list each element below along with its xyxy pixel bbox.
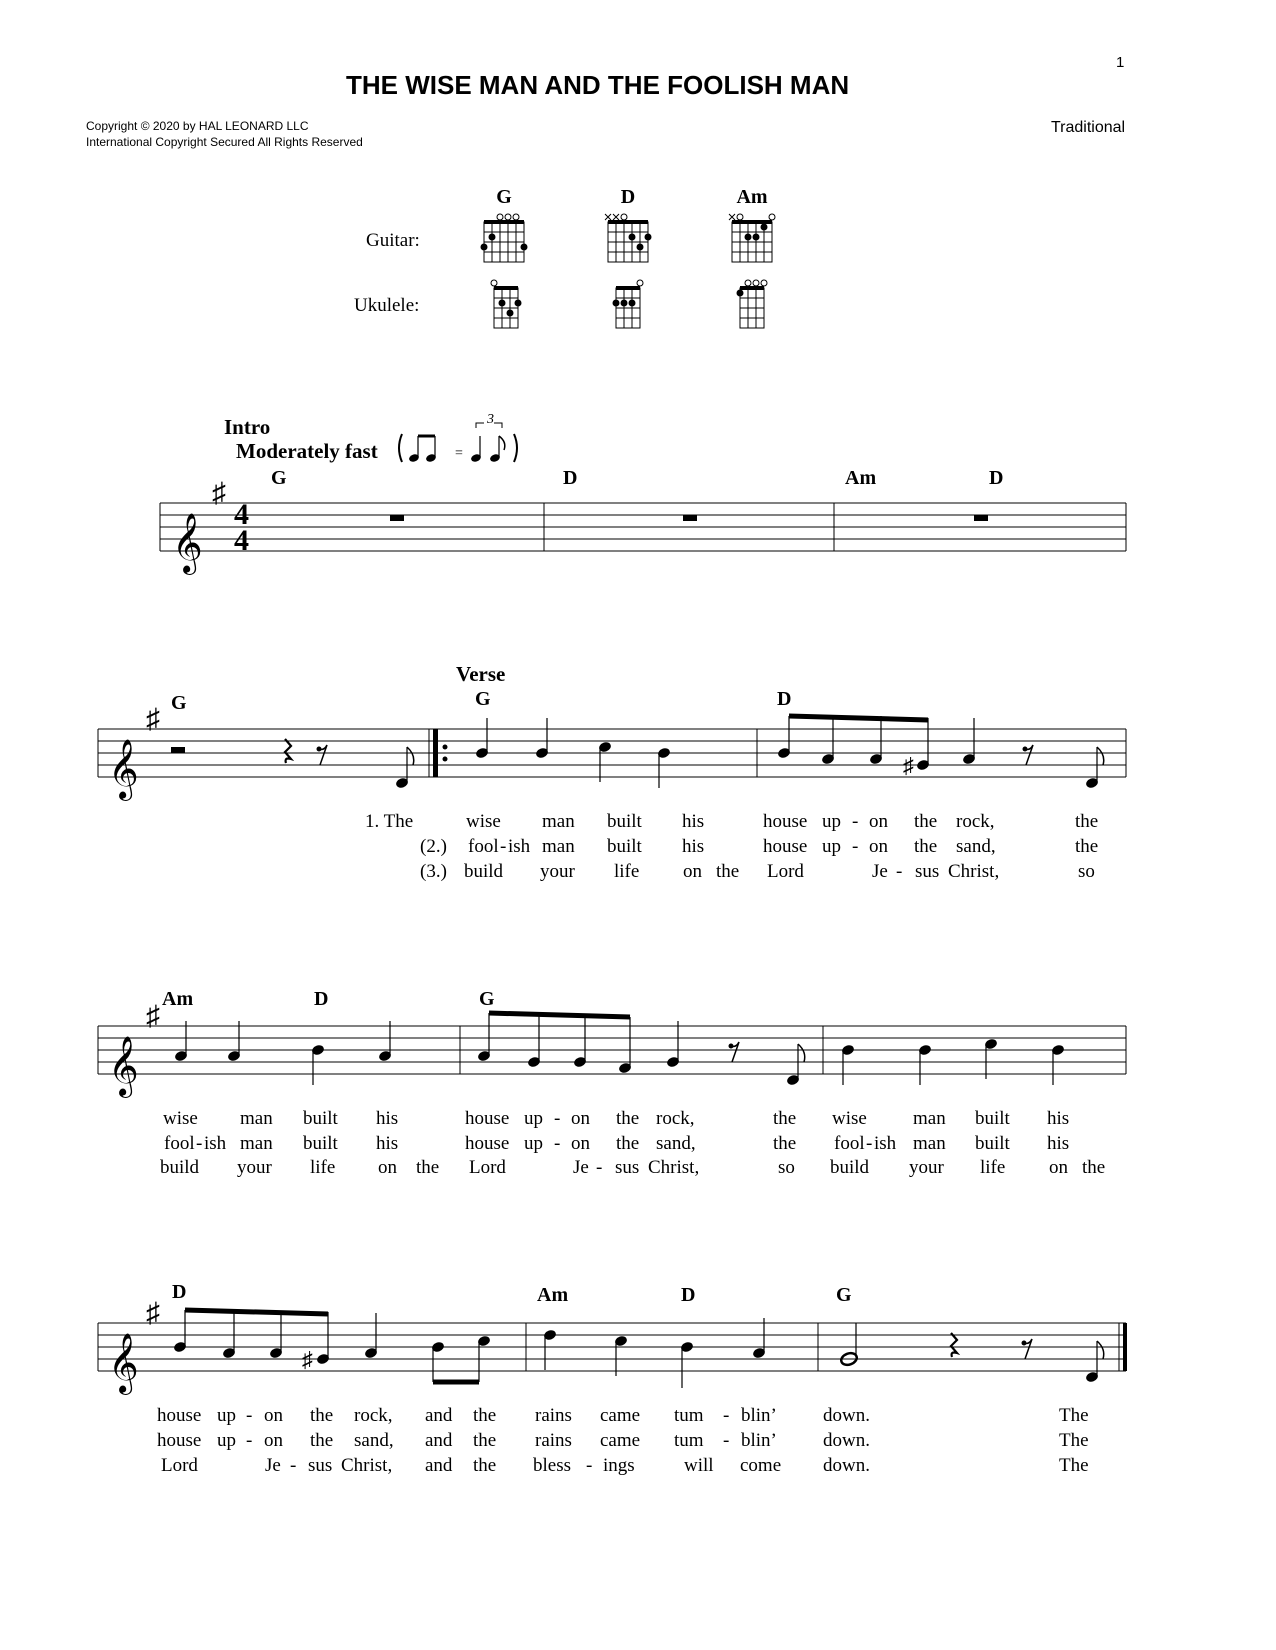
- lyric: Je: [872, 861, 888, 882]
- lyric: man: [542, 836, 575, 857]
- lyric: his: [1047, 1133, 1070, 1154]
- lyric: sand,: [656, 1133, 696, 1154]
- lyric: his: [682, 836, 705, 857]
- lyric: build: [464, 861, 504, 882]
- lyric: man: [240, 1133, 273, 1154]
- lyric: your: [909, 1157, 944, 1178]
- lyric: -: [586, 1455, 593, 1476]
- lyric: sus: [308, 1455, 333, 1476]
- lyric: rains: [535, 1430, 572, 1451]
- time-signature-top: 4: [234, 498, 249, 531]
- lyric: the: [914, 836, 938, 857]
- svg-text:♯: ♯: [302, 1347, 313, 1372]
- lyric: -: [554, 1133, 561, 1154]
- chord-symbol: D: [314, 988, 329, 1010]
- lyric: on: [1049, 1157, 1068, 1178]
- lyric: came: [600, 1430, 641, 1451]
- lyric: man: [542, 811, 575, 832]
- notes: [173, 1310, 1104, 1388]
- chord-name-am: Am: [736, 186, 768, 208]
- lyric: so: [1078, 861, 1095, 882]
- lyric: 1. The: [365, 811, 414, 832]
- lyric: house: [465, 1133, 510, 1154]
- lyric: rock,: [354, 1405, 393, 1426]
- lyric: and: [425, 1430, 453, 1451]
- lyric: his: [376, 1108, 399, 1129]
- treble-clef: 𝄞: [108, 1333, 139, 1393]
- song-title: THE WISE MAN AND THE FOOLISH MAN: [346, 70, 850, 100]
- lyric: fool: [468, 836, 499, 857]
- lyric: -: [554, 1108, 561, 1129]
- lyric: down.: [823, 1455, 870, 1476]
- lyric: the: [773, 1133, 797, 1154]
- lyric: sand,: [956, 836, 996, 857]
- lyric: down.: [823, 1430, 870, 1451]
- lyric: -: [246, 1430, 253, 1451]
- lyric: sus: [915, 861, 940, 882]
- lyric: up: [217, 1405, 236, 1426]
- key-signature-sharp: ♯: [146, 704, 160, 735]
- lyric: up: [822, 836, 841, 857]
- chord-symbol: Am: [537, 1284, 569, 1306]
- lyric: built: [607, 811, 642, 832]
- ukulele-label: Ukulele:: [354, 295, 420, 316]
- lyric: -: [290, 1455, 297, 1476]
- lyric: came: [600, 1405, 641, 1426]
- lyric: rock,: [656, 1108, 695, 1129]
- lyric: up: [524, 1133, 543, 1154]
- lyric: man: [913, 1133, 946, 1154]
- treble-clef: 𝄞: [108, 739, 139, 799]
- lyric: the: [1075, 836, 1099, 857]
- lyric: built: [303, 1133, 338, 1154]
- lyric: -: [500, 836, 507, 857]
- lyric: up: [822, 811, 841, 832]
- lyric: man: [240, 1108, 273, 1129]
- lyric: -: [723, 1405, 730, 1426]
- treble-clef: 𝄞: [108, 1036, 139, 1096]
- lyric: blin’: [741, 1405, 777, 1426]
- lyric: blin’: [741, 1430, 777, 1451]
- intro-label: Intro: [224, 415, 271, 439]
- lyric: build: [830, 1157, 870, 1178]
- svg-text:♯: ♯: [903, 753, 914, 778]
- lyric: the: [416, 1157, 440, 1178]
- lyric: the: [473, 1430, 497, 1451]
- lyric: house: [157, 1430, 202, 1451]
- copyright-line-2: International Copyright Secured All Rights Reserved: [86, 135, 363, 149]
- page-number: 1: [1116, 54, 1125, 71]
- lyric: up: [524, 1108, 543, 1129]
- lyric: so: [778, 1157, 795, 1178]
- lyric: -: [196, 1133, 203, 1154]
- lyric: life: [980, 1157, 1006, 1178]
- triplet-number: 3: [487, 412, 494, 427]
- lyric: the: [310, 1430, 334, 1451]
- lyric: and: [425, 1455, 453, 1476]
- lyric: man: [913, 1108, 946, 1129]
- lyric: his: [1047, 1108, 1070, 1129]
- lyric: built: [975, 1133, 1010, 1154]
- lyric: rock,: [956, 811, 995, 832]
- lyric: on: [571, 1133, 590, 1154]
- lyric: Christ,: [341, 1455, 393, 1476]
- lyric: Lord: [767, 861, 804, 882]
- key-signature-sharp: ♯: [212, 478, 226, 509]
- lyric: the: [773, 1108, 797, 1129]
- guitar-label: Guitar:: [366, 230, 420, 251]
- lyric: the: [616, 1133, 640, 1154]
- lyric: on: [571, 1108, 590, 1129]
- lyric: -: [246, 1405, 253, 1426]
- chord-symbol: G: [475, 688, 491, 710]
- chord-symbol: D: [563, 467, 578, 489]
- lyric: on: [264, 1430, 283, 1451]
- lyric: on: [378, 1157, 397, 1178]
- key-signature-sharp: ♯: [146, 1001, 160, 1032]
- chord-symbol: G: [171, 692, 187, 714]
- chord-symbol: Am: [845, 467, 877, 489]
- lyric: your: [540, 861, 575, 882]
- lyric: wise: [832, 1108, 867, 1129]
- lyric: (2.): [420, 836, 447, 857]
- lyric: ish: [204, 1133, 227, 1154]
- chord-symbol: G: [479, 988, 495, 1010]
- chord-symbol: D: [989, 467, 1004, 489]
- lyric: The: [1059, 1430, 1089, 1451]
- lyric: build: [160, 1157, 200, 1178]
- lyric: his: [376, 1133, 399, 1154]
- lyric: life: [310, 1157, 336, 1178]
- lyric: the: [1082, 1157, 1106, 1178]
- lyric: ish: [874, 1133, 897, 1154]
- lyric: rains: [535, 1405, 572, 1426]
- swing-equals: =: [455, 446, 463, 461]
- lyric: on: [869, 836, 888, 857]
- lyric: -: [723, 1430, 730, 1451]
- lyric: -: [896, 861, 903, 882]
- lyric: built: [975, 1108, 1010, 1129]
- lyric: The: [1059, 1405, 1089, 1426]
- lyric: on: [683, 861, 702, 882]
- lyric: ish: [508, 836, 531, 857]
- lyric: up: [217, 1430, 236, 1451]
- lyric: -: [852, 836, 859, 857]
- lyric: house: [763, 836, 808, 857]
- chord-name-d: D: [620, 186, 636, 208]
- chord-symbol: D: [172, 1281, 187, 1303]
- lyric: life: [614, 861, 640, 882]
- composer-credit: Traditional: [1051, 119, 1126, 136]
- lyric: built: [303, 1108, 338, 1129]
- chord-symbol: G: [836, 1284, 852, 1306]
- lyric: Je: [265, 1455, 281, 1476]
- chord-symbol: D: [777, 688, 792, 710]
- lyric: fool: [834, 1133, 865, 1154]
- lyric: Lord: [469, 1157, 506, 1178]
- lyric: house: [763, 811, 808, 832]
- lyric: the: [1075, 811, 1099, 832]
- lyric: will: [684, 1455, 714, 1476]
- lyric: his: [682, 811, 705, 832]
- lyric: bless: [533, 1455, 571, 1476]
- lyric: the: [310, 1405, 334, 1426]
- lyric: the: [473, 1405, 497, 1426]
- lyric: (3.): [420, 861, 447, 882]
- lyric: house: [157, 1405, 202, 1426]
- key-signature-sharp: ♯: [146, 1298, 160, 1329]
- lyric: tum: [674, 1430, 704, 1451]
- lyric: Christ,: [948, 861, 1000, 882]
- lyric: on: [264, 1405, 283, 1426]
- lyric: the: [716, 861, 740, 882]
- lyric: and: [425, 1405, 453, 1426]
- lyric: Lord: [161, 1455, 198, 1476]
- lyric: fool: [164, 1133, 195, 1154]
- lyric: wise: [163, 1108, 198, 1129]
- time-signature-bottom: 4: [234, 524, 249, 557]
- lyric: down.: [823, 1405, 870, 1426]
- lyric: on: [869, 811, 888, 832]
- lyric: the: [473, 1455, 497, 1476]
- lyric: tum: [674, 1405, 704, 1426]
- chord-symbol: G: [271, 467, 287, 489]
- lyric: -: [866, 1133, 873, 1154]
- final-barline: [1123, 1323, 1127, 1371]
- lyric: ings: [603, 1455, 635, 1476]
- lyric: -: [596, 1157, 603, 1178]
- tempo-marking: Moderately fast: [236, 439, 378, 463]
- lyric: -: [852, 811, 859, 832]
- lyric: The: [1059, 1455, 1089, 1476]
- lyric: the: [914, 811, 938, 832]
- chord-name-g: G: [496, 186, 512, 208]
- lyric: Christ,: [648, 1157, 700, 1178]
- chord-symbol: Am: [162, 988, 194, 1010]
- lyric: your: [237, 1157, 272, 1178]
- lyric: sus: [615, 1157, 640, 1178]
- chord-symbol: D: [681, 1284, 696, 1306]
- copyright-line-1: Copyright © 2020 by HAL LEONARD LLC: [86, 119, 309, 133]
- lyric: Je: [573, 1157, 589, 1178]
- lyric: the: [616, 1108, 640, 1129]
- lyric: wise: [466, 811, 501, 832]
- lyric: sand,: [354, 1430, 394, 1451]
- treble-clef: 𝄞: [172, 513, 203, 573]
- lyric: house: [465, 1108, 510, 1129]
- lyric: built: [607, 836, 642, 857]
- lyric: come: [740, 1455, 782, 1476]
- verse-label: Verse: [456, 662, 506, 686]
